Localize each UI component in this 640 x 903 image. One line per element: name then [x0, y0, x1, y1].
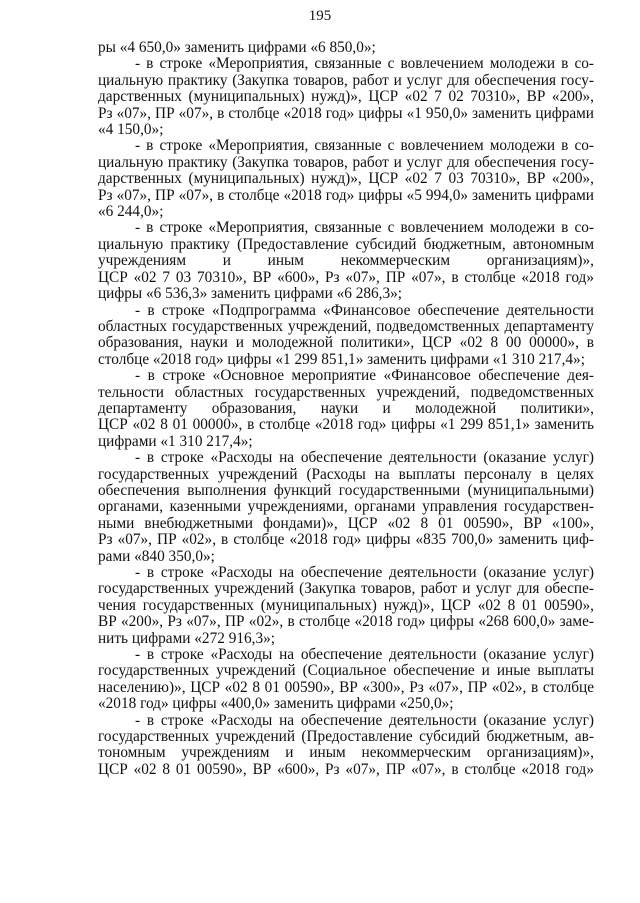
text-line: образования, науки и молодежной политики», ЦСР «02 8 00 00000», в	[98, 334, 594, 352]
text-line: - в строке «Расходы на обеспечение деятельности (оказание услуг)	[135, 564, 594, 581]
paragraph	[98, 138, 594, 220]
text-line: - в строке «Основное мероприятие «Финансовое обеспечение дея-	[135, 367, 594, 385]
text-line: «6 244,0»;	[98, 203, 164, 221]
text-line: - в строке «Расходы на обеспечение деятельности (оказание услуг)	[135, 646, 594, 664]
text-line: областных государственных учреждений, подведомственных департаменту	[98, 317, 594, 335]
paragraph	[98, 40, 594, 56]
text-line: органами, казенными учреждениями, органами управления государствен-	[98, 498, 594, 516]
text-line: ВР «200», Рз «07», ПР «02», в столбце «2018 год» цифры «268 600,0» заме-	[98, 613, 594, 631]
text-line: Рз «07», ПР «02», в столбце «2018 год» цифры «835 700,0» заменить циф-	[98, 531, 594, 549]
text-line: Рз «07», ПР «07», в столбце «2018 год» цифры «5 994,0» заменить цифрами	[98, 186, 594, 204]
text-line: населению)», ЦСР «02 8 01 00590», ВР «300», Рз «07», ПР «02», в столбце	[98, 678, 594, 696]
text-line: нить цифрами «272 916,3»;	[98, 629, 276, 647]
text-line: цифры «6 536,3» заменить цифрами «6 286,3»;	[98, 285, 403, 303]
page-number: 195	[308, 8, 332, 24]
paragraph	[98, 450, 594, 565]
text-line: ЦСР «02 7 03 70310», ВР «600», Рз «07», ПР «07», в столбце «2018 год»	[98, 268, 594, 286]
text-line: чения государственных (муниципальных) нужд)», ЦСР «02 8 01 00590»,	[98, 596, 594, 614]
text-line: дарственных (муниципальных) нужд)», ЦСР «02 7 02 70310», ВР «200»,	[98, 88, 594, 106]
text-line: рами «840 350,0»;	[98, 547, 215, 565]
text-line: государственных учреждений (Социальное обеспечение и иные выплаты	[98, 662, 594, 680]
paragraph	[98, 220, 594, 302]
text-line: столбце «2018 год» цифры «1 299 851,1» заменить цифрами «1 310 217,4»;	[98, 350, 585, 368]
document-body	[98, 40, 594, 778]
text-line: государственных учреждений (Закупка товаров, работ и услуг для обеспе-	[98, 580, 594, 598]
paragraph	[98, 56, 594, 138]
text-line: государственных учреждений (Предоставление субсидий бюджетным, ав-	[98, 728, 594, 746]
text-line: циальную практику (Закупка товаров, работ и услуг для обеспечения госу-	[98, 153, 594, 171]
text-line: - в строке «Подпрограмма «Финансовое обеспечение деятельности	[135, 301, 594, 319]
paragraph	[98, 368, 594, 450]
text-line: ЦСР «02 8 01 00000», в столбце «2018 год» цифры «1 299 851,1» заменить	[98, 416, 594, 434]
text-line: цифрами «1 310 217,4»;	[98, 432, 253, 450]
text-line: государственных учреждений (Расходы на выплаты персоналу в целях	[98, 465, 594, 483]
text-line: учреждениям и иным некоммерческим организациям)»,	[98, 252, 594, 270]
paragraph	[98, 713, 594, 779]
text-line: «4 150,0»;	[98, 121, 164, 139]
text-line: департаменту образования, науки и молодежной политики»,	[98, 399, 594, 417]
text-line: - в строке «Мероприятия, связанные с вовлечением молодежи в со-	[135, 137, 594, 155]
text-line: - в строке «Мероприятия, связанные с вовлечением молодежи в со-	[135, 219, 594, 237]
text-line: - в строке «Мероприятия, связанные с вовлечением молодежи в со-	[135, 55, 594, 73]
paragraph	[98, 565, 594, 647]
text-line: ры «4 650,0» заменить цифрами «6 850,0»;	[98, 39, 376, 56]
text-line: ЦСР «02 8 01 00590», ВР «600», Рз «07», ПР «07», в столбце «2018 год»	[98, 760, 594, 778]
text-line: ными внебюджетными фондами)», ЦСР «02 8 01 00590», ВР «100»,	[98, 514, 594, 532]
paragraph	[98, 303, 594, 369]
text-line: - в строке «Расходы на обеспечение деятельности (оказание услуг)	[135, 711, 594, 729]
text-line: дарственных (муниципальных) нужд)», ЦСР «02 7 03 70310», ВР «200»,	[98, 170, 594, 188]
text-line: тельности областных государственных учреждений, подведомственных	[98, 383, 594, 401]
text-line: обеспечения выполнения функций государственными (муниципальными)	[98, 481, 594, 499]
text-line: - в строке «Расходы на обеспечение деятельности (оказание услуг)	[135, 449, 594, 467]
text-line: циальную практику (Предоставление субсидий бюджетным, автономным	[98, 235, 594, 253]
text-line: циальную практику (Закупка товаров, работ и услуг для обеспечения госу-	[98, 71, 594, 89]
paragraph	[98, 647, 594, 713]
text-line: тономным учреждениям и иным некоммерческим организациям)»,	[98, 744, 594, 762]
text-line: «2018 год» цифры «400,0» заменить цифрами «250,0»;	[98, 695, 454, 713]
text-line: Рз «07», ПР «07», в столбце «2018 год» цифры «1 950,0» заменить цифрами	[98, 104, 594, 122]
